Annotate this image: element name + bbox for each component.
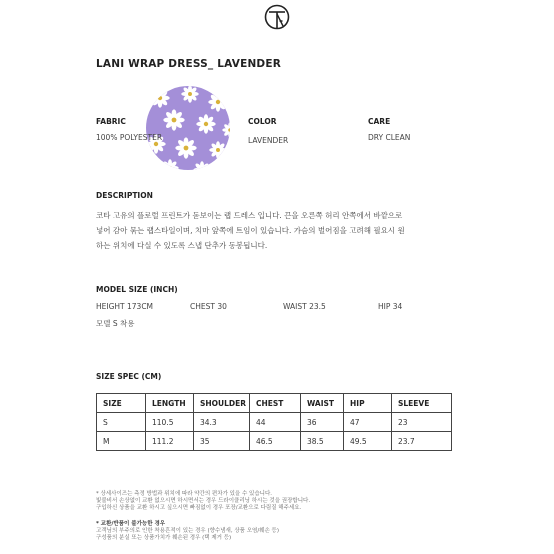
table-cell: 34.3 <box>194 413 250 432</box>
note-line: 빛불비서 손상없이 교환 없으시면 하시면서는 경우 드라이클리닝 하시는 것을 권장합니다. <box>96 498 311 505</box>
description-label: DESCRIPTION <box>96 191 153 200</box>
note-line: 고객님의 부주의로 인한 착용흔적이 있는 경우 (향수냄새, 상품 오염/훼손 등) <box>96 527 280 534</box>
table-cell: M <box>97 432 146 451</box>
daisy-flower-icon <box>196 114 215 133</box>
header-cell: WAIST <box>301 394 344 413</box>
table-cell: 35 <box>194 432 250 451</box>
table-cell: 23.7 <box>392 432 452 451</box>
fabric-swatch <box>146 86 230 170</box>
floral-print-image <box>146 86 230 170</box>
table-cell: S <box>97 413 146 432</box>
table-cell: 36 <box>301 413 344 432</box>
table-row <box>97 432 452 451</box>
note-line: 구입하신 상품을 교환 하시고 싶으시면 빠짐없이 경우 포장/교환으로 다림질 해주세요. <box>96 505 302 512</box>
daisy-flower-icon <box>222 122 230 138</box>
daisy-flower-icon <box>175 137 196 158</box>
note-line: * 상세사이즈는 측정 방법과 위치에 따라 약간의 편차가 있을 수 있습니다. <box>96 491 273 497</box>
color-value: LAVENDER <box>248 136 289 145</box>
table-cell: 47 <box>344 413 392 432</box>
fabric-value: 100% POLYESTER <box>96 133 163 142</box>
notes-spacer <box>96 513 310 521</box>
table-header-row <box>97 394 452 413</box>
exchange-title: * 교환/반품이 불가능한 경우 <box>96 520 166 527</box>
fabric-label: FABRIC <box>96 117 126 126</box>
model-size-label: MODEL SIZE (INCH) <box>96 285 178 294</box>
description-line: 코타 고유의 플로럴 프린트가 돋보이는 랩 드레스 입니다. 끈을 오른쪽 허리 안쪽에서 바깥으로 <box>96 211 403 220</box>
daisy-flower-icon <box>150 88 169 107</box>
header-cell: CHEST <box>250 394 301 413</box>
daisy-flower-icon <box>181 86 198 103</box>
description-line: 하는 위치에 다실 수 있도록 스냅 단추가 동봉됩니다. <box>96 241 268 250</box>
daisy-flower-icon <box>163 109 184 130</box>
header-cell: SHOULDER <box>194 394 250 413</box>
table-row <box>97 413 452 432</box>
daisy-flower-icon <box>208 92 227 111</box>
table-cell: 38.5 <box>301 432 344 451</box>
daisy-flower-icon <box>209 141 226 158</box>
table-cell: 44 <box>250 413 301 432</box>
size-spec-table <box>96 393 452 451</box>
model-height: HEIGHT 173CM <box>96 302 154 311</box>
model-hip: HIP 34 <box>378 302 403 311</box>
color-label: COLOR <box>248 117 277 126</box>
note-line: 구성품의 분실 또는 상품가치가 훼손된 경우 (택 제거 등) <box>96 535 232 542</box>
header-cell: HIP <box>344 394 392 413</box>
header-cell: SIZE <box>97 394 146 413</box>
description-line: 넣어 감아 묶는 랩스타일이며, 치마 앞쪽에 트임이 있습니다. 가슴의 벌어짐을 고려해 필요시 원 <box>96 226 405 235</box>
table-cell: 46.5 <box>250 432 301 451</box>
notes-section <box>96 491 310 542</box>
daisy-flower-icon <box>161 159 178 170</box>
brand-logo-icon <box>264 4 290 30</box>
table-cell: 49.5 <box>344 432 392 451</box>
care-value: DRY CLEAN <box>368 133 411 142</box>
table-cell: 23 <box>392 413 452 432</box>
table-cell: 110.5 <box>146 413 194 432</box>
header-cell: SLEEVE <box>392 394 452 413</box>
size-spec-label: SIZE SPEC (CM) <box>96 372 162 381</box>
table-cell: 111.2 <box>146 432 194 451</box>
care-label: CARE <box>368 117 391 126</box>
product-title: LANI WRAP DRESS_ LAVENDER <box>96 58 282 70</box>
header-cell: LENGTH <box>146 394 194 413</box>
description-text <box>96 208 446 253</box>
daisy-flower-icon <box>193 161 210 170</box>
model-chest: CHEST 30 <box>190 302 227 311</box>
model-size-note: 모델 S 착용 <box>96 319 135 328</box>
model-waist: WAIST 23.5 <box>283 302 326 311</box>
